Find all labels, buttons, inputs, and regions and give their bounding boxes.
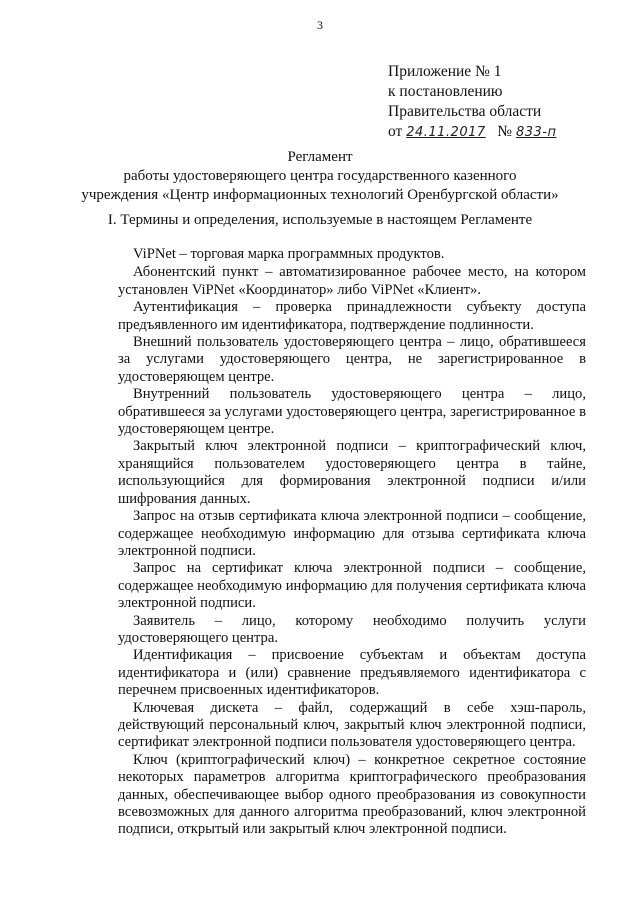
page-number: 3 bbox=[317, 18, 323, 32]
title-line-1: работы удостоверяющего центра государственного казенного bbox=[123, 168, 517, 184]
appendix-line-2: к постановлению bbox=[388, 83, 503, 100]
paragraph: Внешний пользователь удостоверяющего центра – лицо, обратившееся за услугами удостоверяющего центра, не зарегистрированное в удостоверяющем центре. bbox=[118, 334, 586, 385]
handwritten-number: 833-п bbox=[515, 125, 557, 140]
paragraph: Абонентский пункт – автоматизированное рабочее место, на котором установлен ViPNet «Координатор» либо ViPNet «Клиент». bbox=[118, 264, 586, 298]
paragraph: ViPNet – торговая марка программных продуктов. bbox=[133, 246, 445, 262]
appendix-block bbox=[388, 62, 628, 143]
paragraph: Ключевая дискета – файл, содержащий в себе хэш-пароль, действующий персональный ключ, закрытый ключ электронной подписи, сертификат электронной подписи пользователя удостоверяющего центра. bbox=[118, 699, 586, 751]
paragraph: Идентификация – присвоение субъектам и объектам доступа идентификатора и (или) сравнение предъявляемого идентификатора с перечнем присвоенных идентификаторов. bbox=[118, 647, 586, 699]
appendix-date-line bbox=[388, 122, 628, 143]
paragraph: Внутренний пользователь удостоверяющего центра – лицо, обратившееся за услугами удостоверяющего центра, зарегистрированное в удостоверяющем центре. bbox=[118, 386, 586, 438]
document-title bbox=[0, 148, 640, 205]
paragraph: Заявитель – лицо, которому необходимо получить услуги удостоверяющего центра. bbox=[118, 612, 586, 646]
appendix-line-1: Приложение № 1 bbox=[388, 63, 502, 80]
section-heading: I. Термины и определения, используемые в настоящем Регламенте bbox=[107, 212, 533, 228]
title-line-2: учреждения «Центр информационных технологий Оренбургской области» bbox=[81, 187, 559, 203]
handwritten-date: 24.11.2017 bbox=[406, 125, 486, 140]
paragraph: Запрос на сертификат ключа электронной подписи – сообщение, содержащее необходимую информацию для получения сертификата ключа электронной подписи. bbox=[118, 560, 586, 612]
definitions-list bbox=[118, 246, 586, 839]
paragraph: Закрытый ключ электронной подписи – криптографический ключ, хранящийся пользователем удостоверяющего центра в тайне, использующийся для формирования электронной подписи и/или шифрования данных. bbox=[118, 438, 586, 507]
appendix-line-3: Правительства области bbox=[388, 103, 542, 120]
paragraph: Аутентификация – проверка принадлежности субъекту доступа предъявленного им идентификатора, подтверждение подлинности. bbox=[118, 299, 586, 333]
number-prefix: № bbox=[497, 123, 513, 140]
title-word: Регламент bbox=[287, 149, 353, 165]
paragraph: Ключ (криптографический ключ) – конкретное секретное состояние некоторых параметров алгоритма криптографического преобразования данных, обеспечивающее выбор одного преобразования из совокупности всевозможных для данного алгоритма преобразований, ключ электронной подписи, открытый или закрытый ключ электронной подписи. bbox=[118, 751, 586, 838]
date-prefix: от bbox=[388, 123, 403, 140]
paragraph: Запрос на отзыв сертификата ключа электронной подписи – сообщение, содержащее необходимую информацию для отзыва сертификата ключа электронной подписи. bbox=[118, 508, 586, 559]
